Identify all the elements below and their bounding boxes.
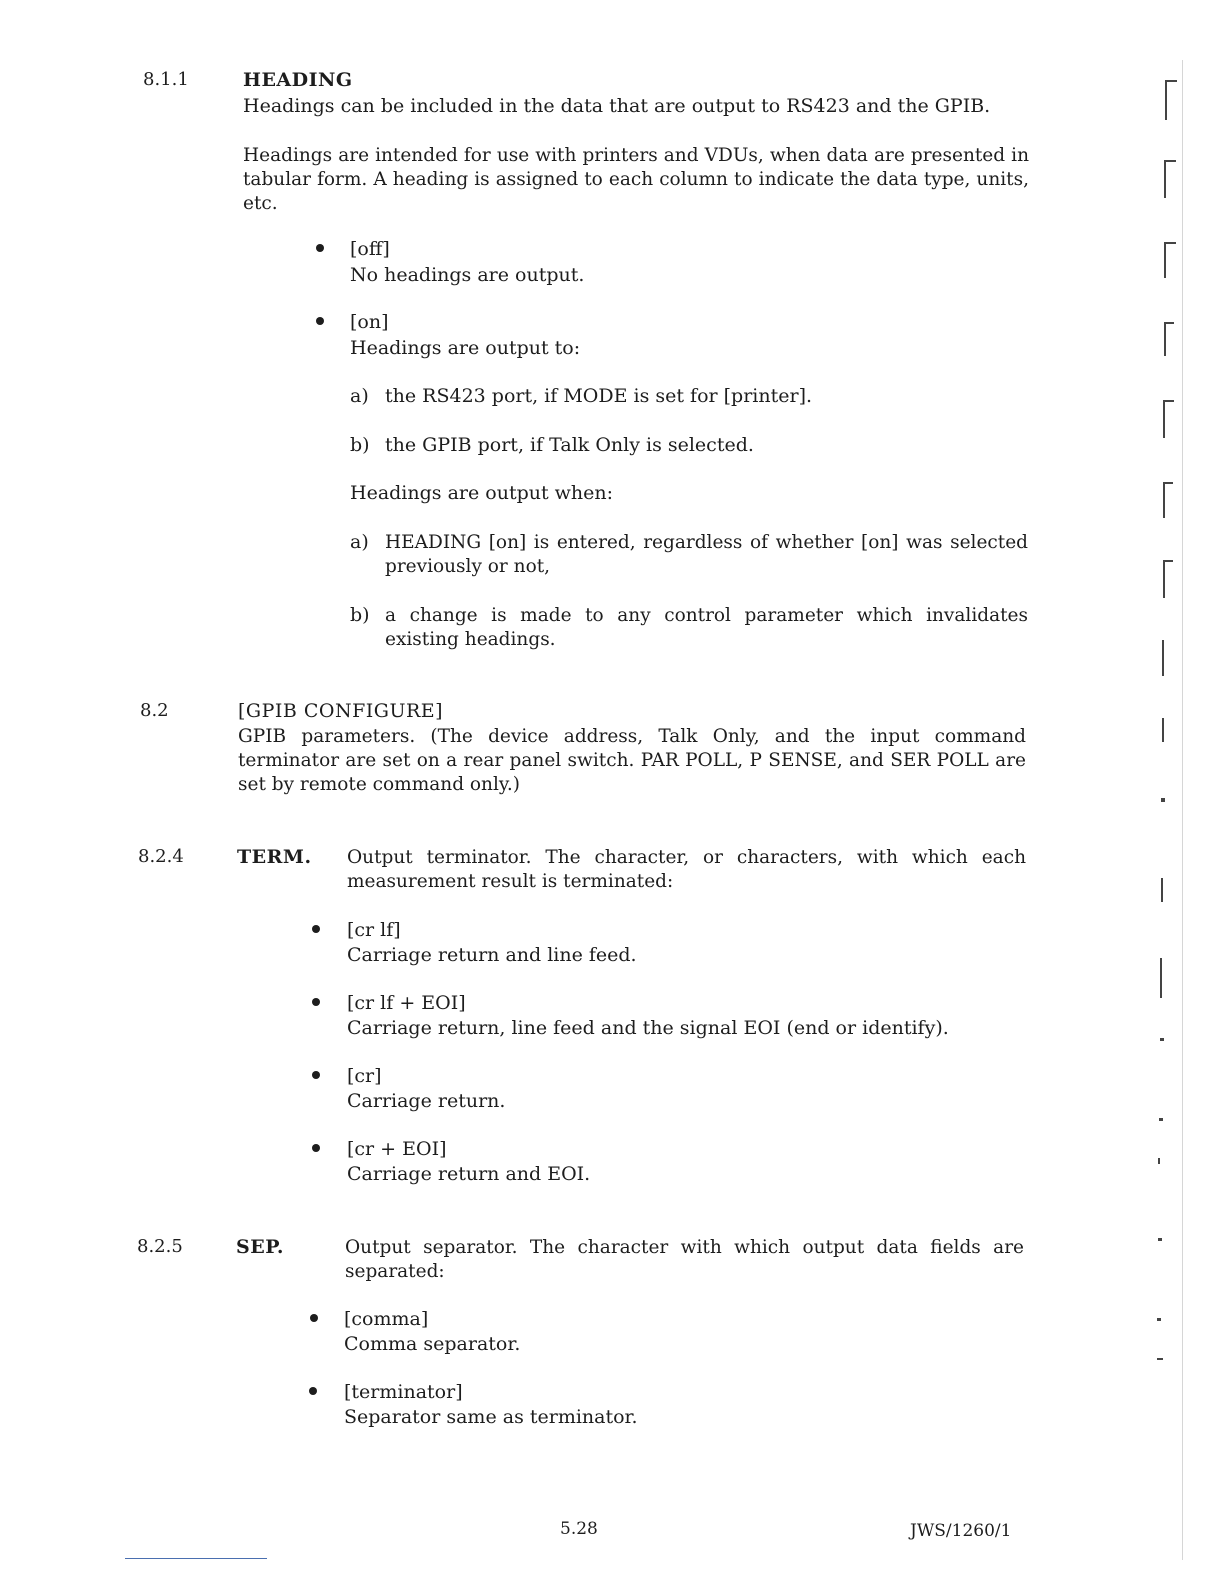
section-title: TERM. (237, 846, 312, 868)
bullet-icon (312, 925, 320, 933)
option-description: Headings are output to: (350, 337, 581, 359)
page-number: 5.28 (560, 1519, 598, 1539)
binding-mark (1165, 80, 1167, 120)
option-label: [cr] (347, 1065, 382, 1087)
option-label: [cr lf] (347, 919, 401, 941)
option-description: Carriage return and EOI. (347, 1163, 591, 1185)
option-label: [terminator] (344, 1381, 463, 1403)
section-intro: Headings can be included in the data that are output to RS423 and the GPIB. (243, 95, 991, 117)
list-item: the RS423 port, if MODE is set for [printer]. (385, 385, 813, 407)
section-paragraph: Headings are intended for use with printers and VDUs, when data are presented in tabular form. A heading is assigned to each column to indicate the data type, units, etc. (243, 145, 1029, 214)
bullet-icon (312, 998, 320, 1006)
binding-mark (1164, 160, 1176, 162)
binding-mark (1163, 482, 1173, 484)
option-label: [off] (350, 238, 390, 260)
list-marker: b) (350, 434, 370, 456)
binding-mark (1163, 560, 1165, 598)
section-title: SEP. (236, 1236, 284, 1258)
binding-mark (1160, 958, 1162, 998)
option-description: No headings are output. (350, 264, 585, 286)
bullet-icon (310, 1314, 318, 1322)
binding-mark (1157, 1358, 1163, 1360)
bullet-icon (316, 317, 324, 325)
list-item: the GPIB port, if Talk Only is selected. (385, 434, 754, 456)
section-title: [GPIB CONFIGURE] (238, 700, 444, 722)
binding-mark (1162, 640, 1164, 676)
binding-mark (1164, 160, 1166, 198)
binding-mark (1163, 400, 1165, 438)
binding-mark (1158, 1158, 1160, 1164)
option-label: [cr + EOI] (347, 1138, 447, 1160)
binding-mark (1161, 798, 1165, 802)
footer-rule (125, 1558, 267, 1559)
section-number: 8.1.1 (143, 69, 189, 90)
list-marker: b) (350, 604, 370, 626)
option-description: Carriage return and line feed. (347, 944, 637, 966)
binding-mark (1164, 322, 1174, 324)
option-description: Comma separator. (344, 1333, 521, 1355)
list-marker: a) (350, 531, 369, 553)
option-description: Separator same as terminator. (344, 1406, 638, 1428)
section-paragraph: GPIB parameters. (The device address, Talk Only, and the input command terminator are set on a rear panel switch. PAR POLL, P SENSE, and SER POLL are set by remote command only.) (238, 726, 1026, 795)
option-description: Carriage return, line feed and the signal EOI (end or identify). (347, 1017, 949, 1039)
bullet-icon (309, 1387, 317, 1395)
option-description: Carriage return. (347, 1090, 506, 1112)
binding-mark (1159, 1118, 1163, 1121)
option-label: [comma] (344, 1308, 429, 1330)
list-item: HEADING [on] is entered, regardless of whether [on] was selected previously or not, (385, 532, 1028, 577)
section-number: 8.2 (140, 700, 169, 721)
binding-mark (1164, 322, 1166, 356)
binding-mark (1165, 80, 1177, 82)
binding-mark (1163, 400, 1174, 402)
section-number: 8.2.4 (138, 846, 184, 867)
option-label: [cr lf + EOI] (347, 992, 466, 1014)
binding-edge-line (1182, 60, 1183, 1560)
binding-mark (1158, 1238, 1162, 1241)
bullet-icon (316, 244, 324, 252)
bullet-icon (312, 1144, 320, 1152)
section-description: Output terminator. The character, or characters, with which each measurement result is terminated: (347, 847, 1026, 892)
binding-mark (1157, 1318, 1161, 1321)
option-label: [on] (350, 311, 389, 333)
binding-mark (1164, 242, 1176, 244)
binding-mark (1163, 482, 1165, 518)
document-reference: JWS/1260/1 (910, 1521, 1012, 1541)
binding-mark (1163, 560, 1173, 562)
section-number: 8.2.5 (137, 1236, 183, 1257)
section-description: Output separator. The character with which output data fields are separated: (345, 1237, 1024, 1282)
binding-mark (1161, 878, 1163, 902)
binding-mark (1160, 1038, 1164, 1041)
list-marker: a) (350, 385, 369, 407)
sub-label: Headings are output when: (350, 482, 614, 504)
list-item: a change is made to any control parameter which invalidates existing headings. (385, 605, 1028, 650)
bullet-icon (312, 1071, 320, 1079)
section-title: HEADING (243, 69, 353, 91)
binding-mark (1164, 242, 1166, 278)
binding-mark (1162, 718, 1164, 742)
